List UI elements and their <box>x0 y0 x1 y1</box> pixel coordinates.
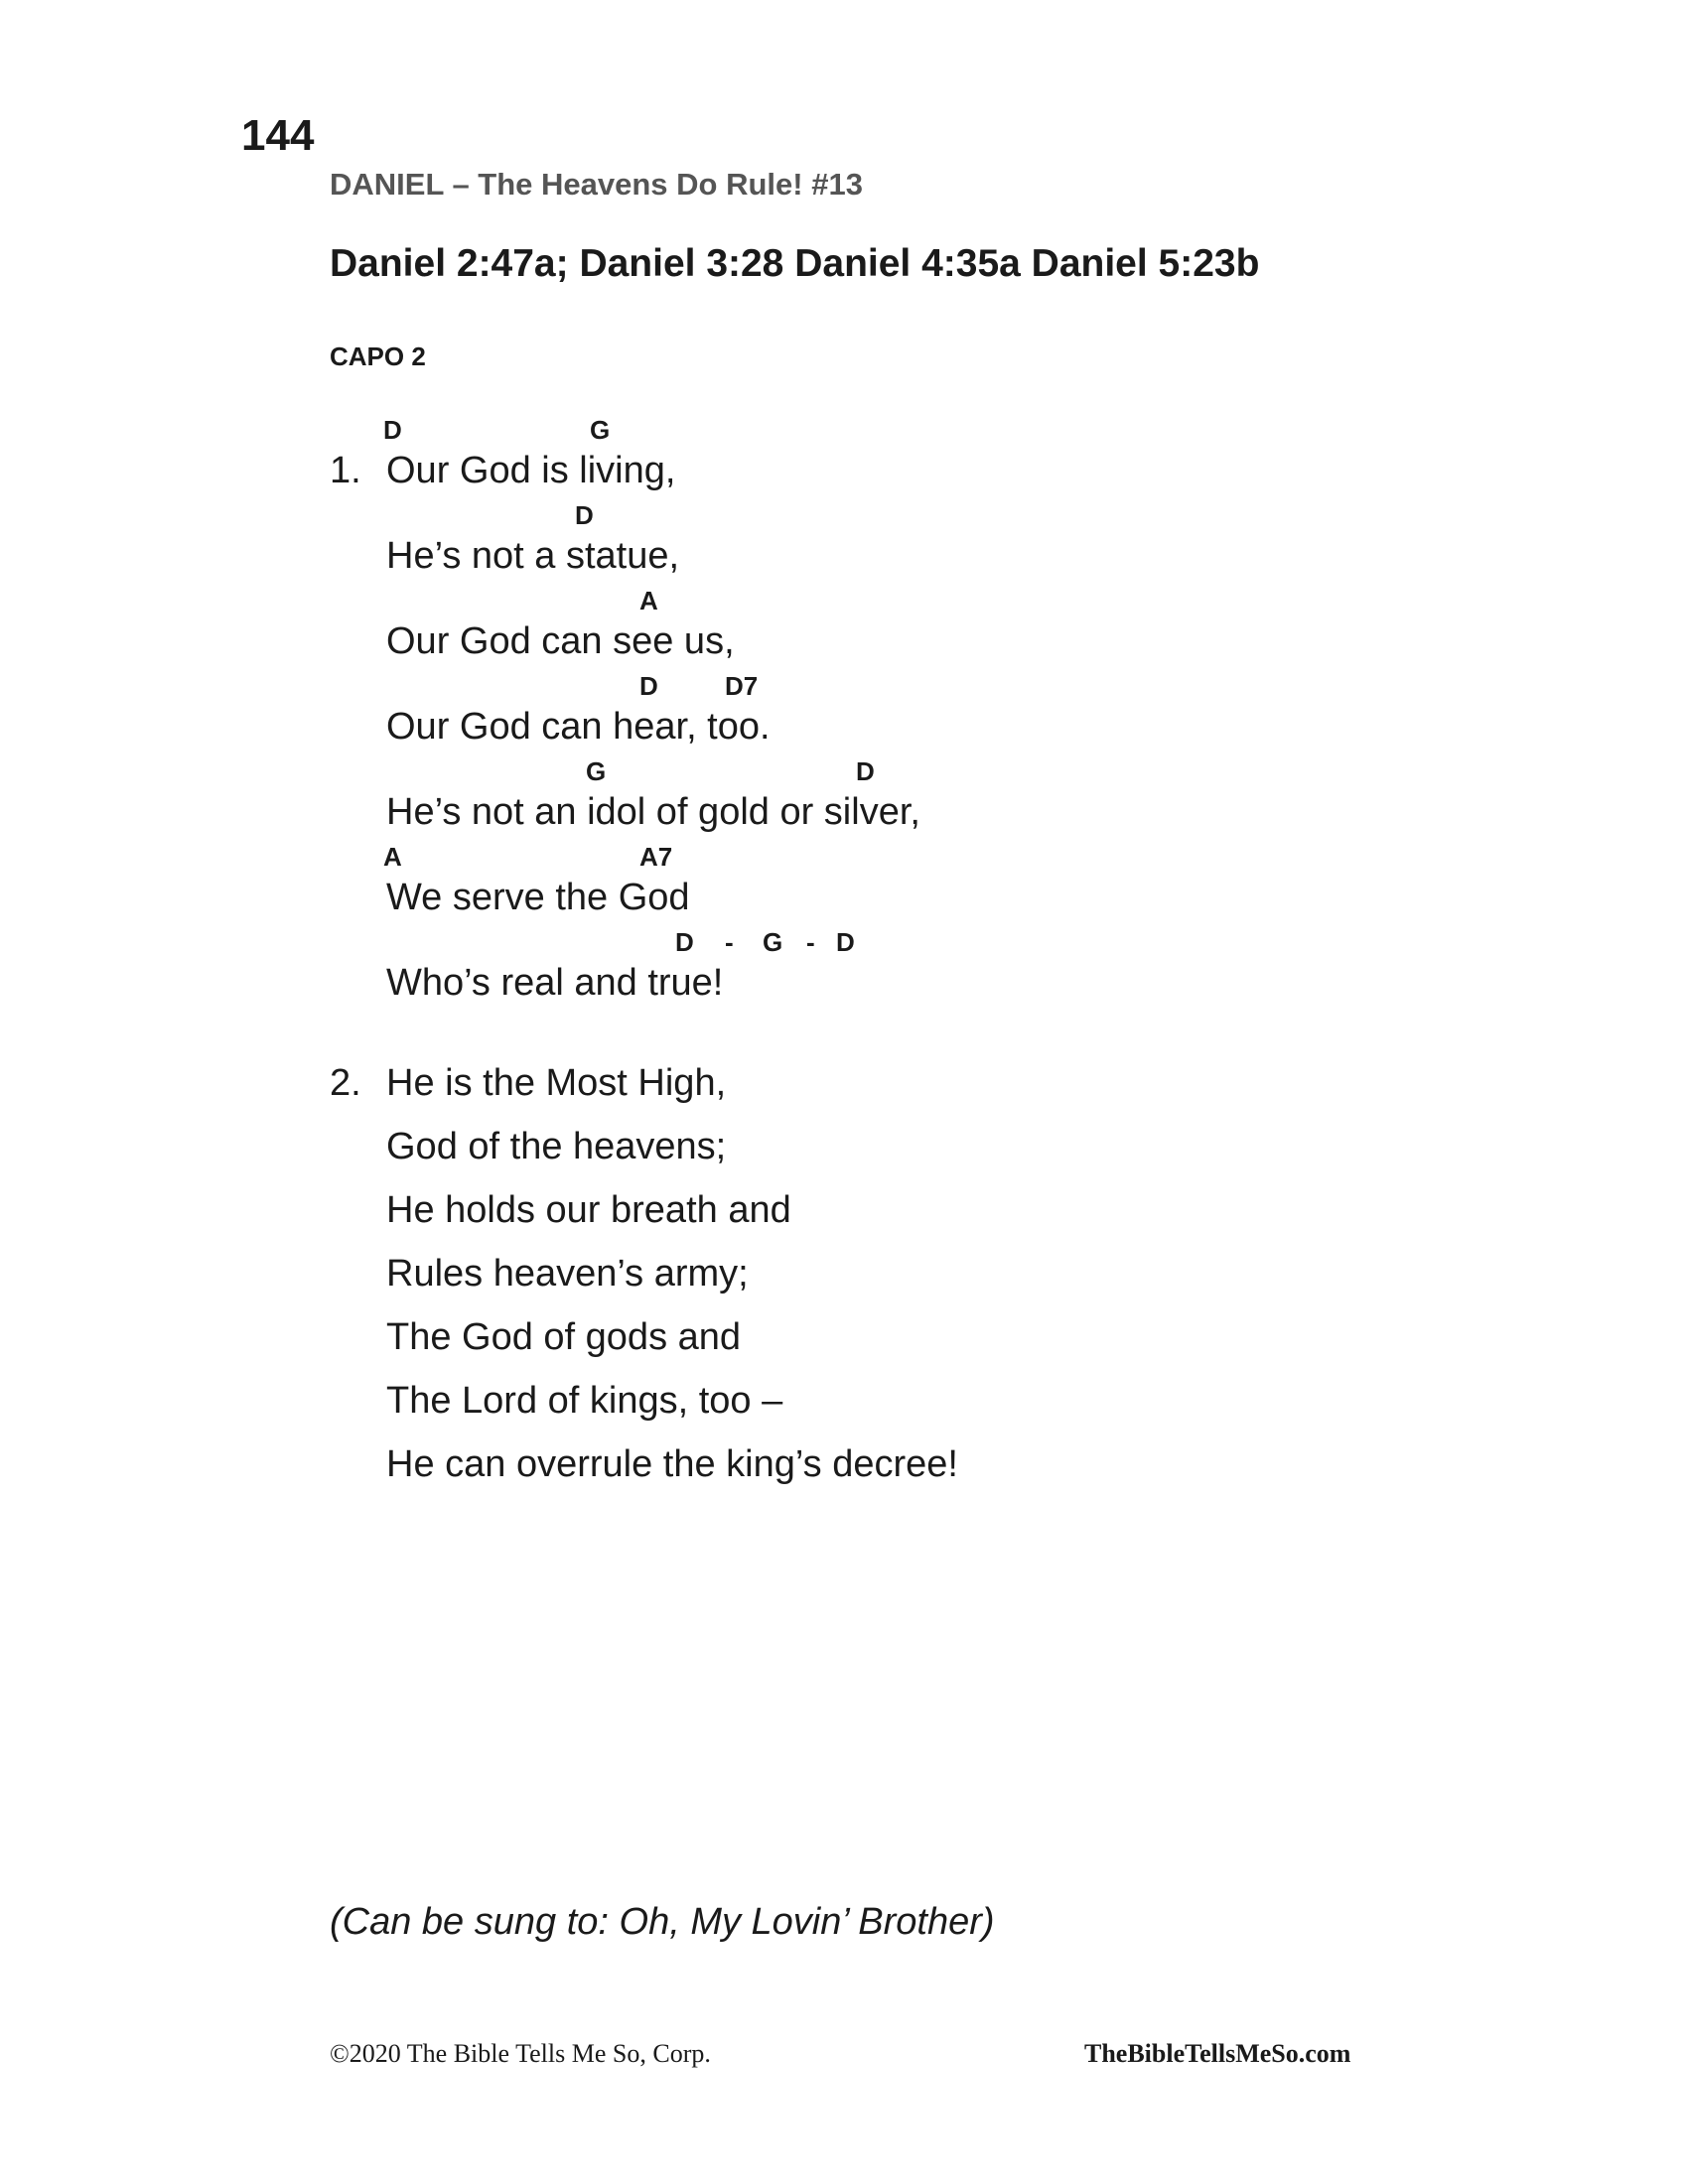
chord: A <box>383 842 402 872</box>
chord: G <box>586 756 607 786</box>
tune-note: (Can be sung to: Oh, My Lovin’ Brother) <box>330 1901 995 1943</box>
lyric-line: Our God can hear, too. <box>386 706 771 748</box>
chord: D <box>639 671 658 701</box>
chord: A7 <box>639 842 673 872</box>
chord: D <box>675 927 694 957</box>
lyric-line: We serve the God <box>386 877 690 918</box>
lyric-line: The Lord of kings, too – <box>386 1380 783 1422</box>
chord: A <box>639 586 658 615</box>
lyric-line: Our God can see us, <box>386 620 735 662</box>
chord: D <box>836 927 855 957</box>
chord-separator: - <box>725 927 734 957</box>
lyric-line: Who’s real and true! <box>386 962 724 1004</box>
scripture-references: Daniel 2:47a; Daniel 3:28 Daniel 4:35a Daniel 5:23b <box>330 242 1260 285</box>
lyric-line: He’s not an idol of gold or silver, <box>386 791 920 833</box>
lyric-line: He is the Most High, <box>386 1062 727 1104</box>
song-subtitle: DANIEL – The Heavens Do Rule! #13 <box>330 167 863 202</box>
chord: D7 <box>725 671 759 701</box>
chord: G <box>590 415 611 445</box>
lyric-line: God of the heavens; <box>386 1126 727 1167</box>
verse-number: 1. <box>330 450 361 491</box>
lyric-line: He holds our breath and <box>386 1189 791 1231</box>
verse-number: 2. <box>330 1062 361 1104</box>
page-number: 144 <box>241 111 315 160</box>
chord-separator: - <box>806 927 815 957</box>
chord: G <box>763 927 783 957</box>
capo-label: CAPO 2 <box>330 341 426 371</box>
lyric-line: Rules heaven’s army; <box>386 1253 749 1295</box>
chord: D <box>383 415 402 445</box>
lyric-line: He’s not a statue, <box>386 535 680 577</box>
chord: D <box>856 756 875 786</box>
copyright-text: ©2020 The Bible Tells Me So, Corp. <box>330 2039 711 2068</box>
lyric-line: Our God is living, <box>386 450 676 491</box>
lyric-line: He can overrule the king’s decree! <box>386 1443 958 1485</box>
chord: D <box>575 500 594 530</box>
lyric-line: The God of gods and <box>386 1316 742 1358</box>
website-text: TheBibleTellsMeSo.com <box>1084 2039 1351 2068</box>
